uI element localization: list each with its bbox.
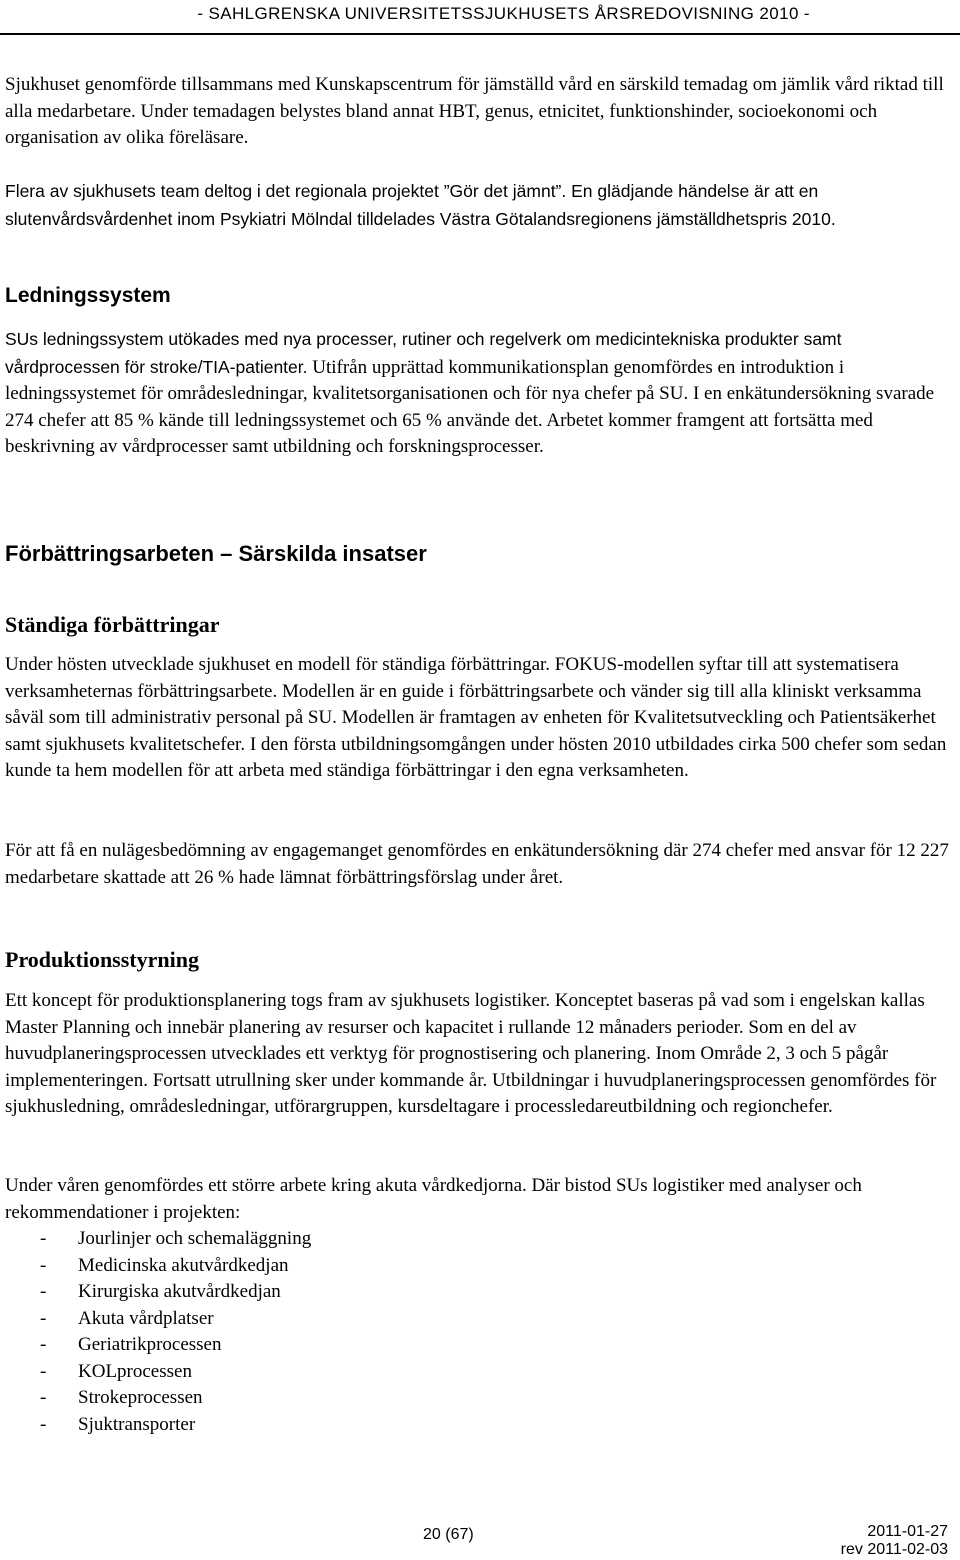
paragraph-gor-det-jamnt <box>5 178 955 233</box>
ledningssystem-text-serif: Utifrån upprättad kommunikationsplan genomfördes en introduktion i ledningssystemet för områdesledningar, kvalitetsorganisationen och för nya chefer på SU. I en enkätundersökning svarade 274 chefer att 85 % kände till ledningssystemet och 65 % använde det. Arbetet kommer framgent att fortsätta med beskrivning av vårdprocesser samt utbildning och forskningsprocesser. <box>5 356 935 457</box>
footer-date: 2011-01-27 <box>867 1523 948 1540</box>
paragraph-ledningssystem-text <box>5 326 955 461</box>
header-rule <box>0 33 960 35</box>
paragraph-gor-det-jamnt-text: Flera av sjukhusets team deltog i det regionala projektet ”Gör det jämnt”. En glädjande händelse är att en slutenvårdsvårdenhet inom Psykiatri Mölndal tilldelades Västra Götalandsregionens jämställdhetspris 2010. <box>5 181 836 229</box>
list-item: - Strokeprocessen <box>40 1387 203 1408</box>
list-item: - KOLprocessen <box>40 1360 192 1382</box>
list-item: - Jourlinjer och schemaläggning <box>40 1228 312 1249</box>
section-standiga-forbattringar <box>5 612 955 638</box>
section-ledningssystem <box>5 284 955 308</box>
project-list <box>5 1226 955 1438</box>
footer-revision: rev 2011-02-03 <box>840 1541 948 1558</box>
list-item: - Akuta vårdplatser <box>40 1307 214 1329</box>
paragraph-fokus-modellen <box>5 652 955 785</box>
paragraph-nulagesbedomning <box>5 838 955 891</box>
list-item: - Medicinska akutvårdkedjan <box>40 1254 289 1276</box>
list-item: - Geriatrikprocessen <box>40 1334 222 1355</box>
heading-produktionsstyrning: Produktionsstyrning <box>5 947 199 972</box>
heading-standiga-forbattringar: Ständiga förbättringar <box>5 612 220 637</box>
page-number: 20 (67) <box>423 1526 474 1543</box>
paragraph-fokus-modellen-text: Under hösten utvecklade sjukhuset en modell för ständiga förbättringar. FOKUS-modellen syftar till att systematisera verksamheternas förbättringsarbete. Modellen är en guide i förbättringsarbete och vänder sig till alla kliniskt verksamma såväl som till administrativ personal på SU. Modellen är framtagen av enheten för Kvalitetsutveckling och Patientsäkerhet samt sjukhusets kvalitetschefer. I den första utbildningsomgången under hösten 2010 utbildades cirka 500 chefer som sedan kunde ta hem modellen för att arbeta med ständiga förbättringar i den egna verksamheten. <box>5 654 947 781</box>
paragraph-temadag-text: Sjukhuset genomförde tillsammans med Kunskapscentrum för jämställd vård en särskild temadag om jämlik vård riktad till alla medarbetare. Under temadagen belystes bland annat HBT, genus, etnicitet, funktionshinder, socioekonomi och organisation av olika föreläsare. <box>5 74 944 148</box>
paragraph-nulagesbedomning-text: För att få en nulägesbedömning av engagemanget genomfördes en enkätundersökning där 274 chefer med ansvar för 12 227 medarbetare skattade att 26 % hade lämnat förbättringsförslag under året. <box>5 840 949 888</box>
list-item: - Kirurgiska akutvårdkedjan <box>40 1281 281 1302</box>
paragraph-akuta-vardkedjor-text: Under våren genomfördes ett större arbete kring akuta vårdkedjorna. Där bistod SUs logistiker med analyser och rekommendationer i projekten: <box>5 1175 862 1223</box>
section-forbattringsarbeten <box>5 541 955 567</box>
list-item: - Sjuktransporter <box>40 1413 196 1435</box>
heading-forbattringsarbeten: Förbättringsarbeten – Särskilda insatser <box>5 541 427 566</box>
paragraph-akuta-vardkedjor <box>5 1173 955 1226</box>
document-header: - SAHLGRENSKA UNIVERSITETSSJUKHUSETS ÅRSREDOVISNING 2010 - <box>197 4 810 23</box>
paragraph-produktionsplanering-text: Ett koncept för produktionsplanering togs fram av sjukhusets logistiker. Konceptet baseras på vad som i engelskan kallas Master Planning och innebär planering av resurser och kapacitet i rullande 12 månaders perioder. Som en del av huvudplaneringsprocessen utvecklades ett verktyg för prognostisering och planering. Inom Område 2, 3 och 5 pågår implementeringen. Fortsatt utrullning sker under kommande år. Utbildningar i huvudplaneringsprocessen genomfördes för sjukhusledning, områdesledningar, utförargruppen, kursdeltagare i processledareutbildning och regionchefer. <box>5 990 937 1117</box>
ledningssystem-text-sans: SUs ledningssystem utökades med nya processer, rutiner och regelverk om medicintekniska produkter samt vårdprocessen för stroke/TIA-patienter. <box>5 329 842 377</box>
paragraph-ledningssystem <box>5 326 955 461</box>
heading-ledningssystem: Ledningssystem <box>5 284 171 307</box>
paragraph-temadag <box>5 72 955 152</box>
section-produktionsstyrning <box>5 947 955 973</box>
paragraph-produktionsplanering <box>5 988 955 1121</box>
